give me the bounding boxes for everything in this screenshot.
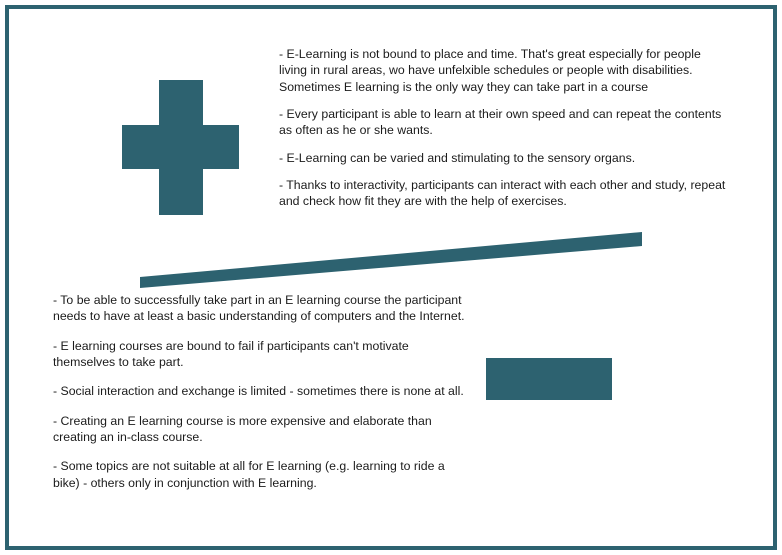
pros-list	[279, 46, 728, 210]
minus-icon	[486, 358, 612, 400]
list-item: - To be able to successfully take part in an E learning course the participant needs to have at least a basic understanding of computers and the Internet.	[53, 293, 465, 324]
list-item: - Social interaction and exchange is limited - sometimes there is none at all.	[53, 384, 464, 399]
list-item: - E-Learning can be varied and stimulating to the sensory organs.	[279, 150, 636, 165]
cons-list	[53, 292, 469, 504]
list-item: - Some topics are not suitable at all for E learning (e.g. learning to ride a bike) - others only in conjunction with E learning.	[53, 459, 445, 490]
plus-icon	[122, 80, 239, 215]
list-item: - Every participant is able to learn at their own speed and can repeat the contents as often as he or she wants.	[279, 107, 722, 138]
list-item: - Creating an E learning course is more expensive and elaborate than creating an in-class course.	[53, 413, 432, 445]
list-item: - Thanks to interactivity, participants can interact with each other and study, repeat and check how fit they are with the help of exercises.	[279, 178, 726, 209]
list-item: - E-Learning is not bound to place and time. That's great especially for people living in rural areas, wo have unfelxible schedules or people with disabilities. Sometimes E learning is the only way they can take part in a course	[279, 47, 701, 94]
list-item: - E learning courses are bound to fail if participants can't motivate themselves to take part.	[53, 338, 409, 370]
wedge-divider-icon	[140, 232, 642, 288]
plus-icon-vertical-bar	[159, 80, 203, 215]
